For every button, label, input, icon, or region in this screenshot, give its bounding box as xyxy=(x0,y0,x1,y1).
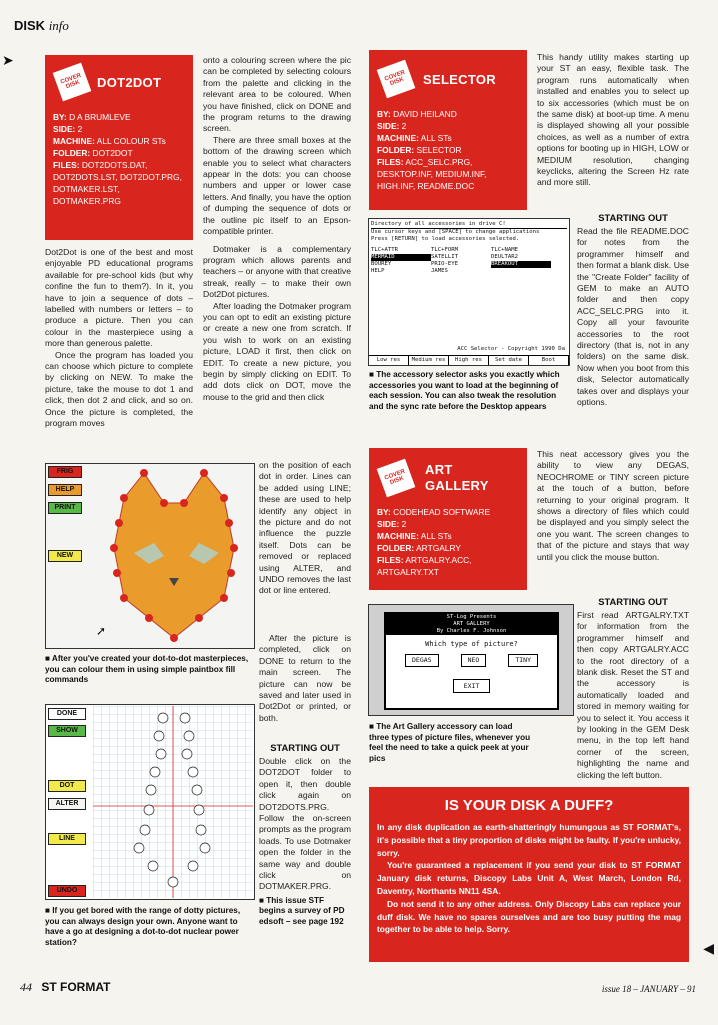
field-key: MACHINE: xyxy=(53,136,95,146)
cover-disk-badge-icon: COVER DISK xyxy=(53,63,91,101)
accessory-item[interactable]: DEULTAR2 xyxy=(491,254,518,260)
accessory-item[interactable]: BREAKOUT xyxy=(491,261,551,268)
cover-disk-badge-icon: COVER DISK xyxy=(377,459,415,497)
selector-screenshot xyxy=(368,218,570,366)
paragraph: There are three small boxes at the bottom of the drawing screen which enable you to select what characters appear in the dots: you can choose numbers and upper or lower case letters. And finally, you have the option of dumping the sequence of dots or the outline pic itself to an Epson-compatible printer. xyxy=(203,134,351,237)
accessory-item[interactable]: TLC+FORM xyxy=(431,247,458,253)
accessory-item[interactable]: TLC+NAME xyxy=(491,247,518,253)
field-key: MACHINE: xyxy=(377,133,419,143)
dot2dot-caption-1: ■ After you've created your dot-to-dot masterpieces, you can colour them in using simple paintbox fill commands xyxy=(45,654,249,685)
paragraph: Read the file README.DOC for notes from the programmer himself and then format a blank disk. Use the "Create Folder" facility of GEM to make an AUTO folder and then copy ACC_SELC.PRG into it. Copy all your favourite accessories to the root directory (that is, not in any folders) on the same disk. Now when you boot from this disk, Selector automatically takes over and displays your options. xyxy=(577,226,689,408)
field-key: FILES: xyxy=(377,157,404,167)
starting-heading: STARTING OUT xyxy=(270,742,340,753)
selector-infobox xyxy=(369,50,527,210)
gallery-dialog-screenshot xyxy=(368,604,574,716)
section-sub: info xyxy=(48,18,69,33)
dialog-question: Which type of picture? xyxy=(425,640,518,648)
page-number: 44 xyxy=(20,980,32,994)
accessory-item[interactable]: HELP xyxy=(371,268,385,274)
dotmaker-dot-button[interactable]: DOT xyxy=(48,780,86,792)
dialog-name: ART GALLERY xyxy=(453,621,490,627)
field-value: ARTGALRY.ACC, ARTGALRY.TXT xyxy=(377,555,472,577)
starting-heading: STARTING OUT xyxy=(598,212,668,223)
info-field xyxy=(377,108,519,120)
dotmaker-grid xyxy=(93,706,253,898)
field-key: BY: xyxy=(53,112,67,122)
exit-button[interactable]: EXIT xyxy=(453,679,491,693)
info-field xyxy=(377,554,519,578)
gallery-title-1: ART xyxy=(425,462,453,477)
field-value: ALL STs xyxy=(420,133,452,143)
accessory-item[interactable]: PRIO-EYE xyxy=(431,261,458,267)
selector-fields xyxy=(377,108,519,192)
paragraph: Once the program has loaded you can choose which picture to complete by clicking on NEW. To make the picture, take the mouse to dot 1 and click, then dot 2 and click, and so on. Once the picture is completed, the program moves xyxy=(45,349,193,429)
page-footer xyxy=(20,980,110,995)
gallery-infobox xyxy=(369,448,527,590)
paragraph: First read ARTGALRY.TXT for information from the programmer himself and then copy ARTGALRY.ACC to the root directory of a blank disk. Reset the ST and the accessory is automatically loaded and stored in memory waiting for you to select it. You access it by looking in the GEM Desk menu, in the top left hand corner of the screen, highlighting the name and clicking the left button. xyxy=(577,610,689,780)
duff-disk-box xyxy=(369,787,689,962)
paragraph: Do not send it to any other address. Only Discopy Labs can replace your duff disk. We have no spares ourselves and are too busy putting the mag together to be able to help. Sorry. xyxy=(377,898,681,935)
field-value: CODEHEAD SOFTWARE xyxy=(393,507,491,517)
dot2dot-col2 xyxy=(203,55,351,460)
dot2dot-paint-screenshot xyxy=(45,463,255,649)
paragraph: Dotmaker is a complementary program which allows parents and teachers – or anyone with that creative streak, really – to make their own Dot2Dot pictures. xyxy=(203,243,351,300)
duff-title: IS YOUR DISK A DUFF? xyxy=(444,797,614,814)
dotmaker-done-button[interactable]: DONE xyxy=(48,708,86,720)
paint-frig-button[interactable]: FRIG xyxy=(48,466,82,478)
screen-footer: ACC Selector - Copyright 1990 Da xyxy=(457,346,565,352)
info-field xyxy=(53,159,185,207)
selector-title: SELECTOR xyxy=(423,71,496,87)
dotmaker-line-button[interactable]: LINE xyxy=(48,833,86,845)
dot2dot-col2b xyxy=(259,460,351,632)
tiny-button[interactable]: TINY xyxy=(508,654,538,667)
paragraph: onto a colouring screen where the pic can be completed by selecting colours from the palette and clicking in the relevant area to be coloured. When you have finished, click on DONE and the program returns to the drawing screen. xyxy=(203,55,351,134)
screen-button[interactable]: Medium res xyxy=(409,356,449,365)
info-field xyxy=(377,506,519,518)
info-field xyxy=(377,518,519,530)
dot2dot-col2c xyxy=(259,633,351,738)
dialog-author: By Charles F. Johnson xyxy=(436,628,507,634)
paragraph: Dot2Dot is one of the best and most enjoyable PD educational programs available for pre-school kids (but why confine the fun to them?). In it, you have to join a sequence of dots – labelled with numbers or letters – to produce a picture. Then you can colour in the masterpiece using a more than generous palette. xyxy=(45,247,193,349)
accessory-item[interactable]: JAMES xyxy=(431,268,448,274)
magazine-name: ST FORMAT xyxy=(41,980,111,994)
field-value: 2 xyxy=(401,519,407,529)
dot2dot-starting xyxy=(259,742,351,952)
field-key: FOLDER: xyxy=(53,148,91,158)
screen-button[interactable]: Set date xyxy=(489,356,529,365)
dot2dot-infobox xyxy=(45,55,193,240)
screen-button-row xyxy=(369,355,569,365)
paragraph: This handy utility makes starting up your ST an easy, flexible task. The program runs automatically when installed and enables you to select up to six accessories (which must be on the same disk) at boot-up time. A menu is displayed showing all your possible choices, as well as a number of extra options for booting up in HIGH, LOW or MEDIUM resolution, changing keyclicks, altering the Screen Hz rate and more still. xyxy=(537,52,689,188)
paint-help-button[interactable]: HELP xyxy=(48,484,82,496)
info-field xyxy=(377,120,519,132)
field-value: D A BRUMLEVE xyxy=(69,112,131,122)
section-header xyxy=(14,18,69,34)
dotmaker-screenshot xyxy=(45,704,255,900)
field-key: MACHINE: xyxy=(377,531,419,541)
dotmaker-undo-button[interactable]: UNDO xyxy=(48,885,86,897)
paragraph: In any disk duplication as earth-shatteringly humungous as ST FORMAT's, it's possible that a tiny proportion of disks might be faulty. If you're unlucky, sorry. xyxy=(377,822,681,858)
starting-heading: STARTING OUT xyxy=(598,596,668,607)
screen-button[interactable]: Low res xyxy=(369,356,409,365)
screen-line: Use cursor keys and [SPACE] to change applications xyxy=(371,229,540,235)
gallery-intro xyxy=(537,449,689,589)
dot2dot-col1 xyxy=(45,247,193,459)
info-field xyxy=(53,111,185,123)
arrow-right-icon: ➤ xyxy=(2,52,14,68)
survey-note: ■ This issue STF begins a survey of PD edsoft – see page 192 xyxy=(259,895,345,927)
field-value: ALL COLOUR STs xyxy=(96,136,166,146)
paragraph: After loading the Dotmaker program you can opt to edit an existing picture or create a new one from scratch. If you wish to work on an existing picture, LOAD it first, then click on EDIT. To create a new picture, you begin by simply clicking on EDIT. To add dots click on DOT, move the mouse to the grid and then click xyxy=(203,300,351,402)
gallery-title-2: GALLERY xyxy=(425,478,489,493)
field-key: SIDE: xyxy=(377,519,400,529)
field-value: ACC_SELC.PRG, DESKTOP.INF, MEDIUM.INF, HIGH.INF, README.DOC xyxy=(377,157,487,191)
field-key: FILES: xyxy=(53,160,80,170)
field-value: SELECTOR xyxy=(416,145,462,155)
selector-intro xyxy=(537,52,689,212)
issue-date: issue 18 – JANUARY – 91 xyxy=(601,984,696,994)
gallery-caption: ■ The Art Gallery accessory can load three types of picture files, whenever you feel the need to take a quick peek at your pics xyxy=(369,722,531,763)
info-field xyxy=(377,542,519,554)
accessory-item[interactable]: BOUREY xyxy=(371,261,392,267)
paint-new-button[interactable]: NEW xyxy=(48,550,82,562)
field-key: SIDE: xyxy=(53,124,76,134)
field-value: 2 xyxy=(77,124,83,134)
field-key: FOLDER: xyxy=(377,145,415,155)
degas-button[interactable]: DEGAS xyxy=(405,654,439,667)
field-key: BY: xyxy=(377,109,391,119)
info-field xyxy=(377,530,519,542)
neo-button[interactable]: NEO xyxy=(461,654,487,667)
paragraph: This neat accessory gives you the ability to view any DEGAS, NEOCHROME or TINY screen picture at the touch of a button, before returning to your original program. It shows a directory of files which could be displayed and you simply select the one you want. The screen changes to that of the picture and stays that way until you click the mouse button. xyxy=(537,449,689,562)
field-value: DOT2DOT xyxy=(92,148,133,158)
info-field xyxy=(377,144,519,156)
field-value: DAVID HEILAND xyxy=(393,109,457,119)
screen-button[interactable]: Boot xyxy=(529,356,569,365)
dot2dot-title: DOT2DOT xyxy=(97,74,162,90)
field-key: FOLDER: xyxy=(377,543,415,553)
cat-picture xyxy=(94,468,254,648)
cover-disk-badge-icon: COVER DISK xyxy=(377,60,415,98)
info-field xyxy=(53,147,185,159)
screen-line: Press [RETURN] to load accessories selected. xyxy=(371,236,520,242)
gallery-fields xyxy=(377,506,519,578)
info-field xyxy=(377,156,519,192)
paragraph: Double click on the DOT2DOT folder to open it, then double click again on DOT2DOTS.PRG. Follow the on-screen prompts as the program loads. To use Dotmaker open the folder in the same way and double click on DOTMAKER.PRG. xyxy=(259,756,351,892)
info-field xyxy=(53,123,185,135)
accessory-item[interactable]: TLC+ATTR xyxy=(371,247,398,253)
accessory-item[interactable]: MERMAID xyxy=(371,254,431,261)
mouse-pointer-icon: ➚ xyxy=(96,624,107,638)
field-key: SIDE: xyxy=(377,121,400,131)
arrow-left-icon: ◀ xyxy=(703,940,714,956)
paragraph: After the picture is completed, click on DONE to return to the main screen. The picture can now be saved and later used in Dot2Dot or printed, or both. xyxy=(259,633,351,723)
field-value: ARTGALRY xyxy=(416,543,461,553)
dialog-title: ST-Log Presents xyxy=(446,614,497,620)
selector-caption: ■ The accessory selector asks you exactly which accessories you want to load at the beginning of each session. You can also tweak the resolution and the sync rate before the Desktop appears xyxy=(369,370,560,411)
info-field xyxy=(53,135,185,147)
field-value: ALL STs xyxy=(420,531,452,541)
dotmaker-alter-button[interactable]: ALTER xyxy=(48,798,86,810)
selector-starting xyxy=(577,212,689,432)
screen-line: Directory of all accessories in drive C! xyxy=(371,221,567,229)
field-key: FILES: xyxy=(377,555,404,565)
field-key: BY: xyxy=(377,507,391,517)
paragraph: on the position of each dot in order. Lines can be added using LINE; these are used to help identify any object in the picture and do not influence the puzzle itself. Dots can be removed or replaced using ALTER, and UNDO removes the last dot or line entered. xyxy=(259,460,351,596)
dot2dot-caption-2: ■ If you get bored with the range of dotty pictures, you can always design your own. Anyone want to have a go at designing a dot-to-dot nuclear power station? xyxy=(45,906,241,947)
field-value: DOT2DOTS.DAT, DOT2DOTS.LST, DOT2DOT.PRG, DOTMAKER.LST, DOTMAKER.PRG xyxy=(53,160,182,206)
paint-print-button[interactable]: PRINT xyxy=(48,502,82,514)
info-field xyxy=(377,132,519,144)
screen-button[interactable]: High res xyxy=(449,356,489,365)
field-value: 2 xyxy=(401,121,407,131)
accessory-list xyxy=(371,247,567,275)
section-name: DISK xyxy=(14,18,46,33)
dotmaker-show-button[interactable]: SHOW xyxy=(48,725,86,737)
paragraph: You're guaranteed a replacement if you send your disk to ST FORMAT January disk returns, Discopy Labs Unit A, West March, London Rd, Daventry, Northants NN11 4SA. xyxy=(377,860,681,896)
accessory-item[interactable]: SATELLIT xyxy=(431,254,458,260)
gallery-starting xyxy=(577,596,689,780)
dot2dot-fields xyxy=(53,111,185,207)
